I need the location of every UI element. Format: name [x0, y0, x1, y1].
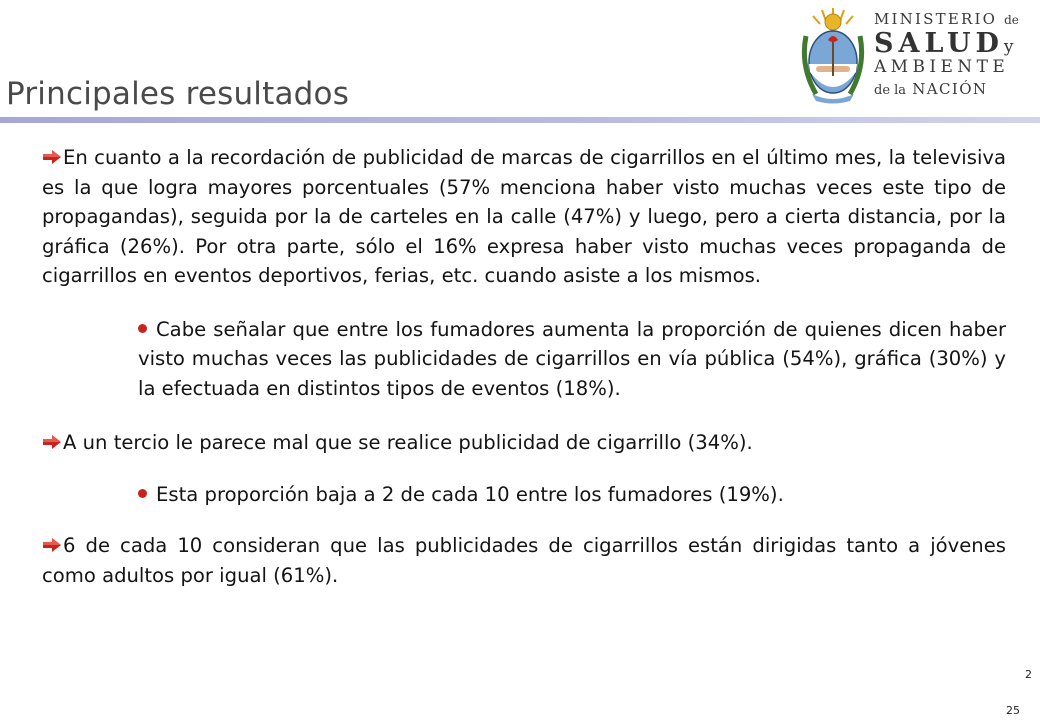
sub-bullet-paragraph-2: Esta proporción baja a 2 de cada 10 entre los fumadores (19%). [138, 480, 1006, 510]
slide-title: Principales resultados [6, 76, 350, 112]
logo-line-ministerio: MINISTERIO de [874, 10, 1019, 28]
national-seal-icon [798, 6, 868, 106]
round-bullet-icon [138, 324, 147, 333]
slide-content [42, 143, 1006, 590]
logo-text [874, 10, 1036, 97]
logo-line-salud: SALUDy [874, 28, 1014, 59]
page-number: 25 [1006, 704, 1020, 717]
round-bullet-icon [138, 489, 147, 498]
arrow-bullet-icon [42, 537, 62, 553]
logo-line-ambiente: AMBIENTE [874, 57, 1010, 77]
logo-line-nacion: de la NACIÓN [874, 80, 988, 98]
title-underline [0, 117, 1040, 123]
bullet-paragraph-1: En cuanto a la recordación de publicidad de marcas de cigarrillos en el último mes, la televisiva es la que logra mayores porcentuales (57% menciona haber visto muchas veces este tipo de propagandas), seguida por la de carteles en la calle (47%) y luego, pero a cierta distancia, por la gráfica (26%). Por otra parte, sólo el 16% expresa haber visto muchas veces propaganda de cigarrillos en eventos deportivos, ferias, etc. cuando asiste a los mismos. [42, 146, 1006, 287]
arrow-bullet-icon [42, 434, 62, 450]
bullet-paragraph-3: 6 de cada 10 consideran que las publicidades de cigarrillos están dirigidas tanto a jóvenes como adultos por igual (61%). [42, 534, 1006, 587]
ministry-logo [798, 6, 1036, 108]
sub-bullet-paragraph-1: Cabe señalar que entre los fumadores aumenta la proporción de quienes dicen haber visto muchas veces las publicidades de cigarrillos en vía pública (54%), gráfica (30%) y la efectuada en distintos tipos de eventos (18%). [138, 317, 1006, 400]
bullet-paragraph-2: A un tercio le parece mal que se realice publicidad de cigarrillo (34%). [42, 428, 1006, 458]
arrow-bullet-icon [42, 149, 62, 165]
page-number-small: 2 [1025, 668, 1032, 681]
